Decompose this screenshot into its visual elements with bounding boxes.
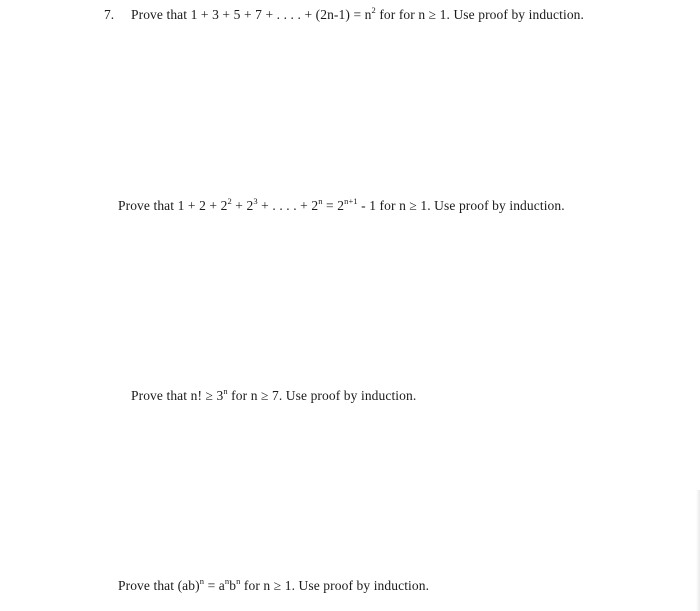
problem-text: Prove that 1 + 2 + 2	[118, 198, 228, 213]
problem-text: Prove that (ab)	[118, 578, 200, 593]
problem-text: Prove that 1 + 3 + 5 + 7 + . . . . + (2n-1) = n	[131, 7, 372, 22]
exponent: 3	[253, 195, 258, 206]
problem-text: + 2	[231, 198, 254, 213]
problem-text: for n ≥ 1. Use proof by induction.	[240, 578, 430, 593]
problem-text: b	[229, 578, 237, 593]
question-number: 7.	[104, 7, 115, 22]
exponent: n	[224, 575, 230, 586]
problem-text: for n ≥ 7. Use proof by induction.	[227, 388, 417, 403]
exponent: 2	[371, 4, 376, 15]
exponent: n+1	[344, 195, 358, 206]
problem-text: Prove that n! ≥ 3	[131, 388, 224, 403]
problem-text: + . . . . + 2	[257, 198, 319, 213]
exponent: n	[223, 385, 228, 396]
problem-text: for for n ≥ 1. Use proof by induction.	[375, 7, 584, 22]
problem-powers-of-two	[118, 195, 565, 214]
problem-product-power	[118, 575, 430, 594]
problem-factorial	[131, 385, 417, 404]
problem-text: = a	[204, 578, 225, 593]
problem-text: - 1 for n ≥ 1. Use proof by induction.	[357, 198, 565, 213]
exponent: 2	[227, 195, 232, 206]
exponent: n	[236, 575, 241, 586]
exponent: n	[318, 195, 323, 206]
exponent: n	[199, 575, 205, 586]
page-edge-shadow	[696, 490, 700, 611]
problem-odd-sum	[131, 4, 584, 23]
problem-text: = 2	[322, 198, 345, 213]
